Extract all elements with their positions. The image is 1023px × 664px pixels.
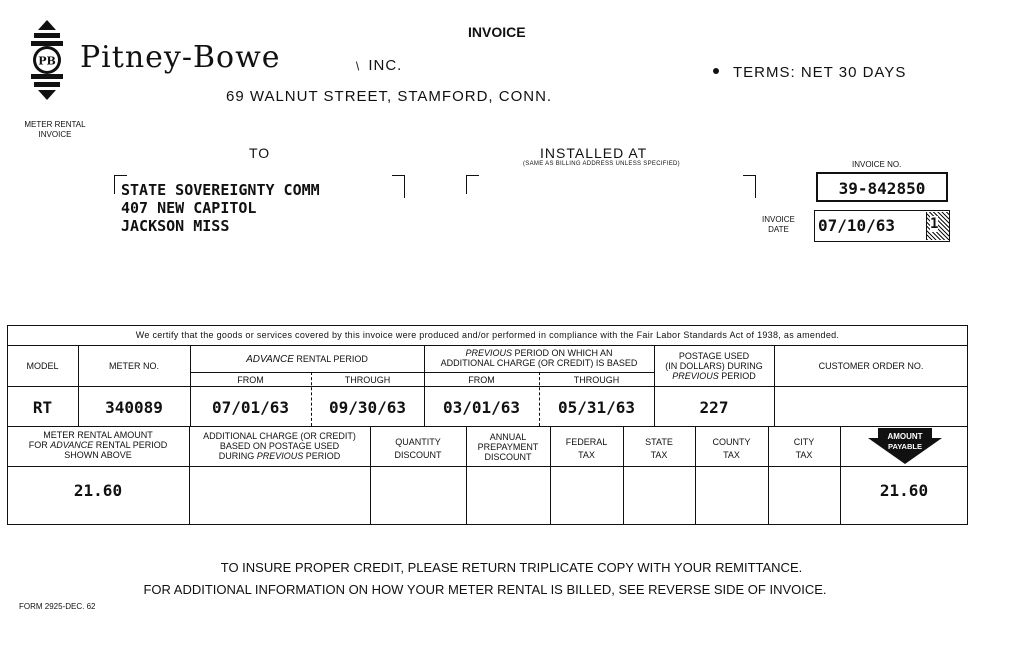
value-rental-amount: 21.60 (73, 481, 123, 500)
invoice-date: 07/10/63 (818, 216, 896, 235)
header-additional-charge (189, 431, 370, 461)
certification-statement: We certify that the goods or services covered by this invoice were produced and/or performed in compliance with the Fair Labor Standards Act of 1938, as amended. (135, 330, 840, 340)
header-federal-line-1: FEDERAL (565, 437, 608, 447)
header-quantity-discount (370, 436, 466, 462)
header-additional-line-2: BASED ON POSTAGE USED (219, 441, 340, 451)
amount-payable-label-2: PAYABLE (888, 442, 922, 451)
installed-bracket-right (743, 175, 756, 198)
invoice-number: 39-842850 (816, 172, 948, 202)
header-rental-amount-line-2-post: RENTAL PERIOD (95, 440, 168, 450)
value-previous-from: 03/01/63 (442, 398, 521, 417)
pitney-bowes-logo (28, 20, 66, 100)
header-federal-line-2: TAX (578, 450, 595, 460)
company-suffix: / INC. (352, 57, 403, 74)
billing-address (121, 181, 320, 235)
header-customer-order: CUSTOMER ORDER NO. (818, 361, 924, 371)
header-city-tax (768, 436, 840, 462)
invoice-date-label (762, 215, 795, 235)
remittance-instruction: TO INSURE PROPER CREDIT, PLEASE RETURN TRIPLICATE COPY WITH YOUR REMITTANCE. (220, 560, 803, 575)
header-rental-amount (7, 430, 189, 460)
address-line-2: 407 NEW CAPITOL (121, 199, 257, 217)
company-address: 69 WALNUT STREET, STAMFORD, CONN. (226, 88, 553, 105)
header-rental-amount-line-2-pre: FOR (28, 440, 48, 450)
value-advance-from: 07/01/63 (211, 398, 290, 417)
form-type-label: METER RENTAL INVOICE (24, 120, 86, 139)
header-advance-em: ADVANCE (246, 354, 294, 365)
header-quantity-line-2: DISCOUNT (394, 450, 442, 460)
header-previous-line-2: ADDITIONAL CHARGE (OR CREDIT) IS BASED (440, 358, 638, 368)
table-rule (774, 345, 775, 426)
header-annual-line-2: PREPAYMENT (477, 442, 539, 452)
table-rule (7, 466, 968, 467)
header-previous-period (424, 348, 654, 368)
document-title: INVOICE (468, 24, 526, 40)
header-additional-line-1: ADDITIONAL CHARGE (OR CREDIT) (203, 431, 356, 441)
header-quantity-line-1: QUANTITY (395, 437, 441, 447)
installed-at-note: (SAME AS BILLING ADDRESS UNLESS SPECIFIED) (523, 161, 680, 167)
table-rule (7, 386, 968, 387)
header-previous-line-1 (424, 348, 654, 358)
header-advance-period (190, 354, 424, 365)
header-postage-line-3-rest: PERIOD (721, 371, 756, 381)
header-rental-amount-line-2 (7, 440, 189, 450)
header-rental-amount-em: ADVANCE (50, 440, 94, 450)
header-county-tax (695, 436, 768, 462)
header-annual-prepayment (466, 432, 550, 462)
header-annual-line-3: DISCOUNT (484, 452, 532, 462)
header-city-line-2: TAX (795, 450, 813, 460)
header-model: MODEL (26, 361, 59, 371)
header-previous-line-1-rest: PERIOD ON WHICH AN (514, 348, 613, 358)
amount-payable-label-1: AMOUNT (887, 432, 923, 441)
bullet-icon (713, 68, 719, 74)
value-amount-payable: 21.60 (879, 481, 929, 500)
date-mark: 1 (930, 216, 939, 232)
header-county-line-1: COUNTY (712, 437, 751, 447)
payment-terms-text: TERMS: NET 30 DAYS (733, 64, 907, 81)
amount-payable-arrow-icon (868, 428, 942, 464)
company-name: Pitney-Bowe (80, 40, 281, 75)
header-state-tax (623, 436, 695, 462)
address-line-3: JACKSON MISS (121, 217, 230, 235)
header-state-line-1: STATE (645, 437, 673, 447)
logo-initials: PB (38, 54, 56, 68)
header-postage-em: PREVIOUS (672, 371, 719, 381)
header-advance-through: THROUGH (344, 375, 391, 385)
header-advance-from: FROM (237, 375, 264, 385)
form-number: FORM 2925-DEC. 62 (19, 602, 96, 611)
header-postage-used (654, 351, 774, 381)
table-rule (840, 426, 841, 525)
table-rule (190, 372, 654, 373)
header-advance-rest: RENTAL PERIOD (296, 354, 368, 364)
company-suffix-text: INC. (368, 57, 403, 74)
value-meter-no: 340089 (105, 398, 163, 417)
address-line-1: STATE SOVEREIGNTY COMM (121, 181, 320, 199)
header-postage-line-1: POSTAGE USED (678, 351, 750, 361)
header-annual-line-1: ANNUAL (489, 432, 527, 442)
value-model: RT (32, 398, 53, 417)
header-postage-line-2: (IN DOLLARS) DURING (665, 361, 763, 371)
payment-terms (713, 64, 906, 81)
header-county-line-2: TAX (723, 450, 740, 460)
header-rental-amount-line-1: METER RENTAL AMOUNT (43, 430, 153, 440)
header-postage-line-3 (654, 371, 774, 381)
value-previous-through: 05/31/63 (557, 398, 636, 417)
installed-at-label: INSTALLED AT (540, 145, 648, 161)
header-additional-line-3-pre: DURING (218, 451, 255, 461)
invoice-date-label-line-2: DATE (768, 225, 789, 234)
installed-bracket-left (466, 175, 479, 194)
table-rule (7, 426, 968, 427)
billing-info-instruction: FOR ADDITIONAL INFORMATION ON HOW YOUR METER RENTAL IS BILLED, SEE REVERSE SIDE OF INVOICE. (143, 582, 827, 597)
value-advance-through: 09/30/63 (328, 398, 407, 417)
header-state-line-2: TAX (650, 450, 668, 460)
header-additional-line-3-post: PERIOD (305, 451, 341, 461)
header-previous-em: PREVIOUS (465, 348, 512, 358)
invoice-date-label-line-1: INVOICE (762, 215, 795, 224)
to-label: TO (249, 145, 271, 161)
header-city-line-1: CITY (793, 437, 815, 447)
header-federal-tax (550, 436, 623, 462)
header-previous-through: THROUGH (573, 375, 620, 385)
invoice-number-label: INVOICE NO. (852, 160, 902, 169)
header-meter-no: METER NO. (108, 361, 159, 371)
header-additional-line-3 (189, 451, 370, 461)
table-rule (7, 345, 968, 346)
header-additional-em: PREVIOUS (256, 451, 304, 461)
address-bracket-right (392, 175, 405, 198)
header-rental-amount-line-3: SHOWN ABOVE (64, 450, 132, 460)
header-previous-from: FROM (468, 375, 495, 385)
value-postage-used: 227 (699, 398, 729, 417)
